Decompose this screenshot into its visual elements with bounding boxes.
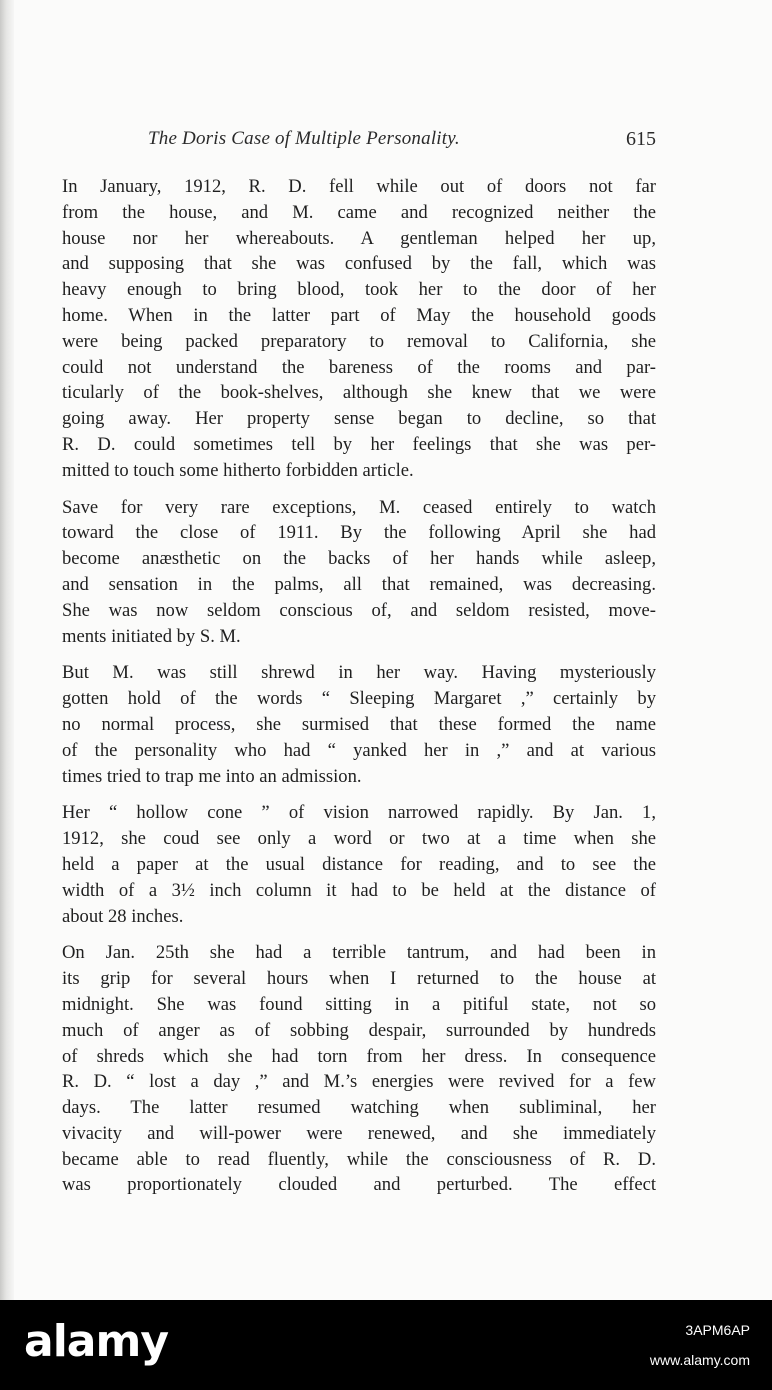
text-line: its grip for several hours when I returned to the house at xyxy=(62,968,656,990)
text-line: no normal process, she surmised that these formed the name xyxy=(62,713,656,735)
text-line: became able to read fluently, while the consciousness of R. D. xyxy=(62,1148,656,1170)
running-head xyxy=(148,128,656,156)
text-line: ticularly of the book-shelves, although she knew that we were xyxy=(62,382,656,404)
text-line: of the personality who had “ yanked her in ,” and at various xyxy=(62,739,656,761)
text-line: held a paper at the usual distance for reading, and to see the xyxy=(62,853,656,875)
text-line: and sensation in the palms, all that remained, was decreasing. xyxy=(62,573,656,595)
text-line: She was now seldom conscious of, and seldom resisted, move- xyxy=(62,599,656,621)
text-line: In January, 1912, R. D. fell while out of doors not far xyxy=(62,176,656,197)
text-line: days. The latter resumed watching when subliminal, her xyxy=(62,1097,656,1119)
paragraph-4 xyxy=(62,800,656,929)
text-line: But M. was still shrewd in her way. Having mysteriously xyxy=(62,662,656,684)
text-line: vivacity and will-power were renewed, and she immediately xyxy=(62,1122,656,1144)
text-line: toward the close of 1911. By the following April she had xyxy=(62,522,656,544)
text-line: 1912, she coud see only a word or two at a time when she xyxy=(62,828,656,850)
text-line: and supposing that she was confused by the fall, which was xyxy=(62,253,656,275)
text-line: from the house, and M. came and recognized neither the xyxy=(62,201,656,223)
text-line: home. When in the latter part of May the household goods xyxy=(62,304,656,326)
text-line: mitted to touch some hitherto forbidden article. xyxy=(62,459,414,481)
paragraph-3 xyxy=(62,660,656,789)
paragraph-1 xyxy=(62,174,656,484)
image-id: 3APM6AP xyxy=(685,1322,750,1338)
page-number: 615 xyxy=(626,128,656,150)
text-line: house nor her whereabouts. A gentleman helped her up, xyxy=(62,227,656,249)
text-line: midnight. She was found sitting in a pitiful state, not so xyxy=(62,993,656,1015)
text-line: could not understand the bareness of the rooms and par- xyxy=(62,356,656,378)
alamy-logo: alamy xyxy=(24,1316,168,1367)
text-line: Her “ hollow cone ” of vision narrowed rapidly. By Jan. 1, xyxy=(62,802,656,824)
body-text xyxy=(62,174,656,1209)
text-line: much of anger as of sobbing despair, surrounded by hundreds xyxy=(62,1019,656,1041)
text-line: heavy enough to bring blood, took her to the door of her xyxy=(62,279,656,301)
text-line: about 28 inches. xyxy=(62,905,184,927)
stock-watermark-footer xyxy=(0,1300,772,1390)
running-title: The Doris Case of Multiple Personality. xyxy=(148,128,460,149)
text-line: of shreds which she had torn from her dress. In consequence xyxy=(62,1045,656,1067)
text-line: Save for very rare exceptions, M. ceased entirely to watch xyxy=(62,496,656,518)
text-line: times tried to trap me into an admission. xyxy=(62,765,362,787)
text-line: become anæsthetic on the backs of her hands while asleep, xyxy=(62,548,656,570)
text-line: R. D. “ lost a day ,” and M.’s energies were revived for a few xyxy=(62,1071,656,1093)
text-line: were being packed preparatory to removal to California, she xyxy=(62,330,656,352)
text-line: was proportionately clouded and perturbed. The effect xyxy=(62,1174,656,1196)
footer-url: www.alamy.com xyxy=(649,1352,750,1368)
text-line: gotten hold of the words “ Sleeping Margaret ,” certainly by xyxy=(62,688,656,710)
text-line: R. D. could sometimes tell by her feelings that she was per- xyxy=(62,433,656,455)
paragraph-2 xyxy=(62,495,656,650)
page-spine-shadow xyxy=(0,0,14,1300)
text-line: On Jan. 25th she had a terrible tantrum, and had been in xyxy=(62,942,656,964)
text-line: ments initiated by S. M. xyxy=(62,625,241,647)
text-line: width of a 3½ inch column it had to be held at the distance of xyxy=(62,879,656,901)
text-line: going away. Her property sense began to decline, so that xyxy=(62,408,656,430)
paragraph-5 xyxy=(62,940,656,1198)
